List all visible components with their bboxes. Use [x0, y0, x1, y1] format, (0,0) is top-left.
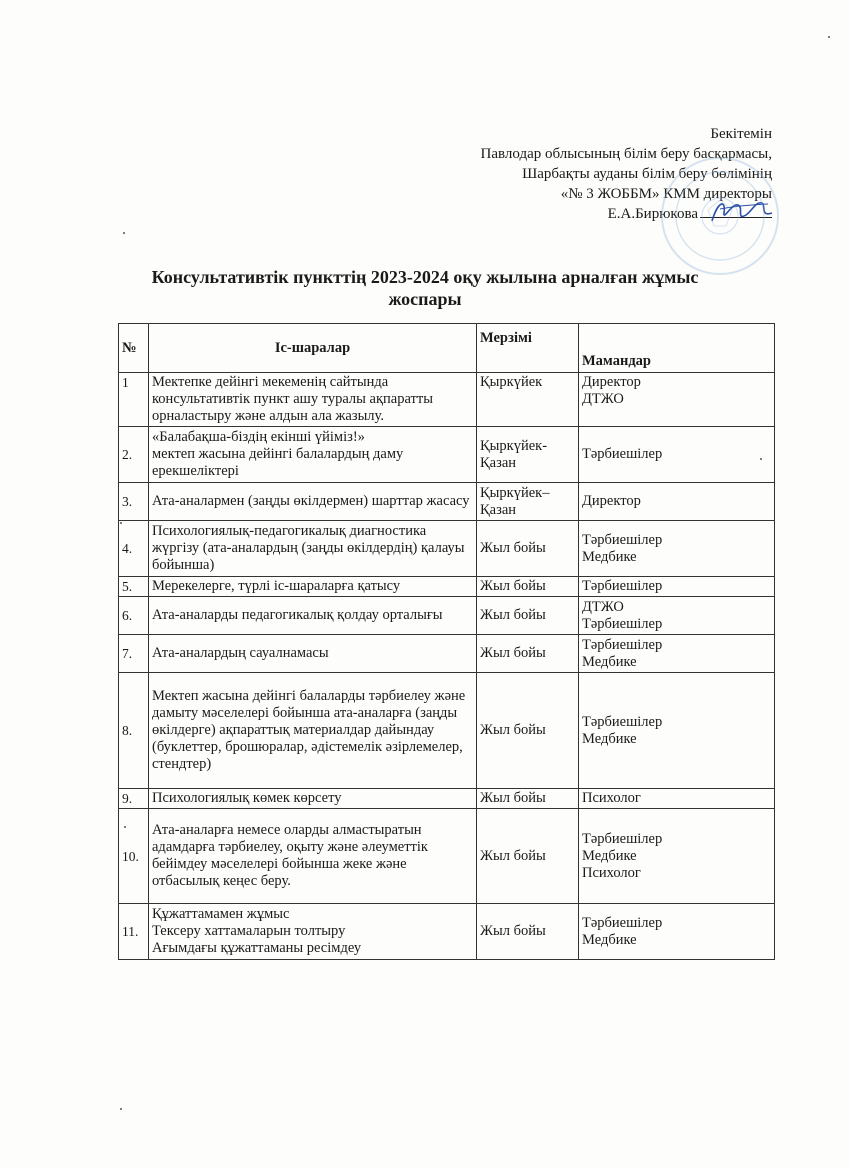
row-number: 11.	[119, 904, 149, 960]
row-specialists: Тәрбиешілер Медбике	[579, 635, 775, 673]
scan-speck	[828, 36, 830, 38]
table-row	[119, 789, 775, 809]
column-header-spec: Мамандар	[579, 324, 775, 373]
row-deadline: Жыл бойы	[477, 673, 579, 789]
approval-line: Бекітемін	[710, 126, 772, 142]
row-activity: Ата-аналармен (заңды өкілдермен) шарттар жасасу	[149, 483, 477, 521]
table-row	[119, 673, 775, 789]
row-activity: Мектепке дейінгі мекеменің сайтында консультативтік пункт ашу туралы ақпаратты орналастыру және алдын ала жазылу.	[149, 373, 477, 427]
table-row	[119, 577, 775, 597]
row-number: 9.	[119, 789, 149, 809]
row-deadline: Жыл бойы	[477, 635, 579, 673]
table-row	[119, 809, 775, 904]
row-number: 6.	[119, 597, 149, 635]
signer-name: Е.А.Бирюкова	[607, 206, 698, 222]
row-activity: Ата-аналарды педагогикалық қолдау орталығы	[149, 597, 477, 635]
row-number: 1	[119, 373, 149, 427]
row-specialists: Тәрбиешілер Медбике	[579, 904, 775, 960]
scan-speck	[120, 1108, 122, 1110]
row-deadline: Жыл бойы	[477, 809, 579, 904]
scan-speck	[124, 826, 126, 828]
row-deadline: Жыл бойы	[477, 521, 579, 577]
table-row	[119, 427, 775, 483]
row-deadline: Қыркүйек– Қазан	[477, 483, 579, 521]
row-deadline: Қыркүйек	[477, 373, 579, 427]
table-header-row	[119, 324, 775, 373]
row-specialists: Тәрбиешілер	[579, 427, 775, 483]
row-specialists: Психолог	[579, 789, 775, 809]
table-row	[119, 483, 775, 521]
scan-speck	[760, 458, 762, 460]
row-specialists: Тәрбиешілер	[579, 577, 775, 597]
row-number: 7.	[119, 635, 149, 673]
table-row	[119, 597, 775, 635]
stamp-icon	[648, 150, 788, 280]
table-row	[119, 521, 775, 577]
row-number: 5.	[119, 577, 149, 597]
row-specialists: ДТЖО Тәрбиешілер	[579, 597, 775, 635]
row-deadline: Жыл бойы	[477, 789, 579, 809]
row-specialists: Тәрбиешілер Медбике	[579, 521, 775, 577]
row-activity: Психологиялық-педагогикалық диагностика жүргізу (ата-аналардың (заңды өкілдердің) қалауы бойынша)	[149, 521, 477, 577]
approval-line: «№ 3 ЖОББМ» КММ директоры	[560, 186, 772, 202]
row-activity: Мерекелерге, түрлі іс-шараларға қатысу	[149, 577, 477, 597]
row-activity: «Балабақша-біздің екінші үйіміз!» мектеп жасына дейінгі балалардың даму ерекшеліктері	[149, 427, 477, 483]
row-activity: Құжаттамамен жұмыс Тексеру хаттамаларын толтыру Ағымдағы құжаттаманы ресімдеу	[149, 904, 477, 960]
row-deadline: Жыл бойы	[477, 904, 579, 960]
row-specialists: Директор ДТЖО	[579, 373, 775, 427]
row-number: 4.	[119, 521, 149, 577]
column-header-date: Мерзімі	[477, 324, 579, 373]
row-activity: Ата-аналардың сауалнамасы	[149, 635, 477, 673]
row-activity: Мектеп жасына дейінгі балаларды тәрбиелеу және дамыту мәселелері бойынша ата-аналарға (заңды өкілдерге) ақпараттық материалдар дайындау (буклеттер, брошюралар, әдістемелік әзірлемелер, стендтер)	[149, 673, 477, 789]
approval-line: Шарбақты ауданы білім беру бөлімінің	[522, 166, 772, 182]
row-specialists: Тәрбиешілер Медбике	[579, 673, 775, 789]
approval-line: Павлодар облысының білім беру басқармасы,	[480, 146, 772, 162]
table-row	[119, 904, 775, 960]
row-activity: Ата-аналарға немесе оларды алмастыратын адамдарға тәрбиелеу, оқыту және әлеуметтік бейімдеу мәселелері бойынша жеке және отбасылық кеңес беру.	[149, 809, 477, 904]
row-number: 2.	[119, 427, 149, 483]
page-title: Консультативтік пункттің 2023-2024 оқу жылына арналған жұмыс жоспары	[151, 267, 699, 309]
plan-table	[118, 323, 775, 960]
column-header-name: Іс-шаралар	[149, 324, 477, 373]
row-deadline: Жыл бойы	[477, 597, 579, 635]
row-number: 3.	[119, 483, 149, 521]
row-activity: Психологиялық көмек көрсету	[149, 789, 477, 809]
table-row	[119, 635, 775, 673]
table-row	[119, 373, 775, 427]
row-number: 8.	[119, 673, 149, 789]
row-specialists: Тәрбиешілер Медбике Психолог	[579, 809, 775, 904]
column-header-num: №	[119, 324, 149, 373]
scan-speck	[123, 232, 125, 234]
row-deadline: Қыркүйек- Қазан	[477, 427, 579, 483]
row-specialists: Директор	[579, 483, 775, 521]
row-number: 10.	[119, 809, 149, 904]
scan-speck	[120, 522, 122, 524]
row-deadline: Жыл бойы	[477, 577, 579, 597]
